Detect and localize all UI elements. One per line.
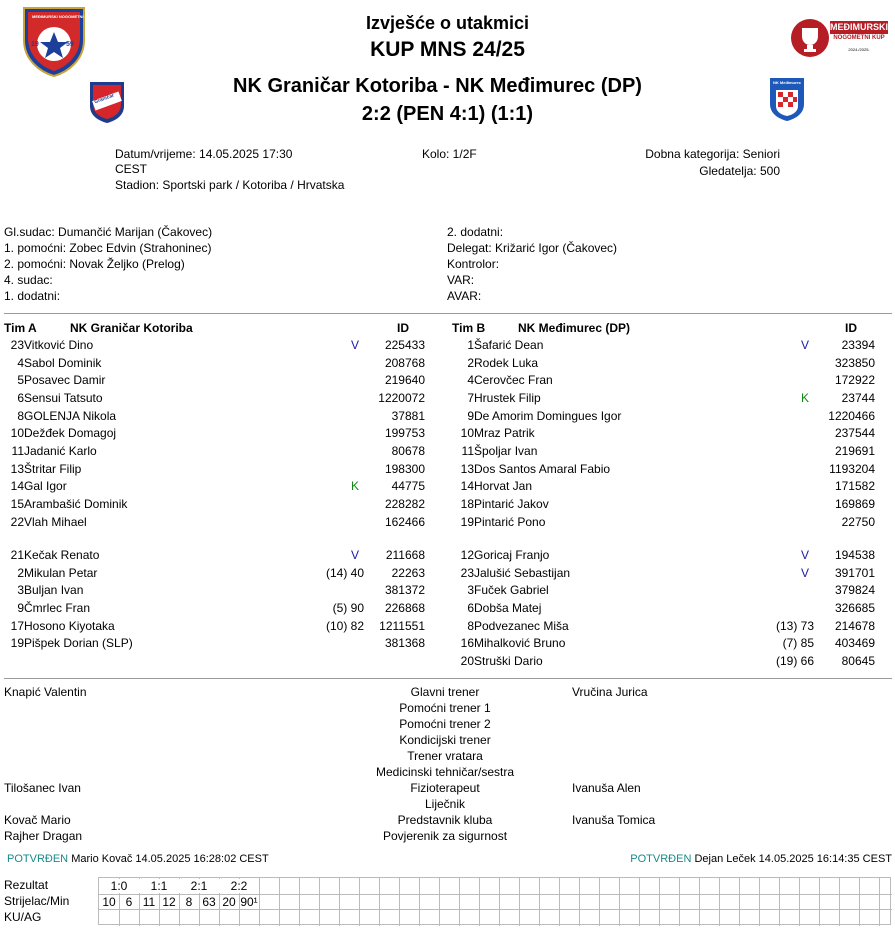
player-id: 381372 [384,583,425,598]
player-id: 23394 [841,338,875,352]
age-category: Dobna kategorija: Seniori [645,147,780,161]
player-sub-minute: (10) 82 [325,618,364,633]
grid-line [399,878,400,926]
score-value: 2:1 [179,879,219,893]
match-result: 2:2 (PEN 4:1) (1:1) [361,103,534,125]
player-name: Dobša Matej [474,600,542,615]
player-name: Kečak Renato [24,548,100,562]
player-row [0,515,440,532]
player-id: 403469 [834,636,875,651]
player-row [450,583,890,600]
confirm-right-label: POTVRĐEN [630,853,692,865]
player-name: Hosono Kiyotaka [24,618,115,633]
grid-line [619,878,620,926]
grid-line [859,878,860,926]
player-row [450,462,890,479]
grid-line [539,878,540,926]
player-row [450,409,890,426]
match-stadium: Stadion: Sportski park / Kotoriba / Hrvatska [115,178,345,192]
player-name: Štritar Filip [24,461,82,476]
player-flag: V [800,565,809,580]
match-timezone: CEST [115,162,148,176]
player-name: Jalušić Sebastijan [474,565,571,580]
grid-line [579,878,580,926]
grid-line [819,878,820,926]
score-row-label-kuag: KU/AG [4,910,42,924]
official-assistant-1: 1. pomoćni: Zobec Edvin (Strahoninec) [4,241,212,255]
player-id: 326685 [834,600,875,615]
staff-role: Fizioterapeut [410,781,480,795]
player-number: 14 [10,479,24,494]
player-flag: V [800,338,809,352]
grid-line [419,878,420,926]
staff-role: Kondicijski trener [399,733,491,747]
score-row-label-scorer: Strijelac/Min [4,894,70,908]
player-row [0,497,440,514]
player-id: 381368 [384,636,425,651]
player-number: 23 [460,565,474,580]
player-id: 1220466 [828,408,875,423]
player-row [450,548,890,565]
player-number: 3 [17,583,24,598]
player-name: Šafarić Dean [474,338,544,352]
away-team-badge-text: NK Međimurec [773,80,802,85]
staff-team-b-member: Vručina Jurica [572,685,648,699]
grid-hline [99,909,892,910]
player-id: 228282 [384,496,425,511]
player-row [450,338,890,355]
player-name: Pintarić Jakov [474,496,549,511]
scorer-number: 11 [142,895,156,909]
player-name: Fuček Gabriel [474,583,549,598]
player-row [450,373,890,390]
player-name: Sensui Tatsuto [24,390,103,405]
player-name: Dos Santos Amaral Fabio [474,461,611,476]
cup-logo-line2: NOGOMETNI KUP [833,35,885,41]
official-additional-2: 2. dodatni: [447,225,504,239]
scorer-minute: 90¹ [240,895,258,909]
player-number: 11 [461,443,474,458]
player-id: 198300 [384,461,425,476]
team-a-label: Tim A [4,321,37,335]
player-id: 37881 [391,408,425,423]
player-flag: V [800,548,809,562]
player-id: 219691 [834,443,875,458]
player-row [0,548,440,565]
player-number: 20 [460,653,474,668]
player-row [450,515,890,532]
player-row [0,444,440,461]
official-delegate: Delegat: Križarić Igor (Čakovec) [447,241,618,255]
player-name: Rodek Luka [474,355,539,370]
confirm-left-text: Mario Kovač 14.05.2025 16:28:02 CEST [71,853,269,865]
player-name: Horvat Jan [474,479,533,494]
player-number: 7 [467,390,474,405]
match-datetime: Datum/vrijeme: 14.05.2025 17:30 [115,147,293,161]
player-sub-minute: (14) 40 [325,565,364,580]
player-row [450,619,890,636]
score-grid [98,877,891,925]
match-round: Kolo: 1/2F [422,147,477,161]
player-sub-minute: (5) 90 [332,600,364,615]
player-row [0,373,440,390]
player-number: 4 [17,355,24,370]
player-name: Cerovčec Fran [474,373,553,388]
scorer-number: 20 [222,895,236,909]
player-number: 11 [11,443,24,458]
player-id: 208768 [384,355,425,370]
player-row [450,601,890,618]
player-number: 18 [460,496,474,511]
official-controller: Kontrolor: [447,257,500,271]
player-number: 14 [460,479,474,494]
player-number: 6 [467,600,474,615]
player-id: 44775 [391,479,425,494]
player-row [0,601,440,618]
team-a-id-header: ID [397,321,409,335]
staff-role: Predstavnik kluba [397,813,493,827]
player-name: Hrustek Filip [474,390,541,405]
player-id: 172922 [834,373,875,388]
team-a-name: NK Graničar Kotoriba [70,321,193,335]
player-row [0,391,440,408]
grid-line [439,878,440,926]
divider [4,678,892,679]
player-id: 219640 [384,373,425,388]
player-number: 2 [467,355,474,370]
staff-role: Povjerenik za sigurnost [382,829,508,843]
score-value: 2:2 [219,879,259,893]
player-number: 16 [460,636,474,651]
player-number: 6 [17,390,24,405]
player-name: GOLENJA Nikola [24,408,117,423]
grid-line [779,878,780,926]
player-id: 1211551 [379,618,425,633]
staff-role: Glavni trener [410,685,480,699]
player-number: 15 [10,496,24,511]
player-id: 199753 [384,426,425,441]
grid-line [319,878,320,926]
player-number: 8 [467,618,474,633]
official-fourth: 4. sudac: [4,273,53,287]
player-row [0,462,440,479]
player-id: 379824 [834,583,875,598]
mns-logo-year-a: 19 [31,41,39,48]
grid-line [359,878,360,926]
grid-line [299,878,300,926]
grid-line [559,878,560,926]
player-id: 162466 [384,514,425,529]
divider [4,313,892,314]
player-number: 5 [17,373,24,388]
player-id: 22750 [841,514,875,529]
player-row [450,479,890,496]
staff-team-a-member: Tilošanec Ivan [4,781,81,795]
staff-role: Pomoćni trener 1 [399,701,491,715]
official-var: VAR: [447,273,475,287]
player-name: Dežđek Domagoj [24,426,117,441]
player-id: 169869 [834,496,875,511]
player-number: 17 [10,618,24,633]
player-id: 323850 [834,355,875,370]
player-id: 225433 [384,338,425,352]
player-flag: K [350,479,359,494]
player-id: 211668 [385,548,425,562]
scorer-number: 10 [102,895,116,909]
home-team-badge-text: Graničar [93,92,115,106]
staff-team-a-member: Kovač Mario [4,813,71,827]
player-number: 4 [467,373,474,388]
player-number: 23 [10,338,24,352]
grid-line [659,878,660,926]
player-name: Vitković Dino [24,338,94,352]
player-sub-minute: (19) 66 [775,653,814,668]
player-number: 12 [460,548,474,562]
mns-logo-year-b: 59 [66,41,74,48]
player-id: 22263 [391,565,425,580]
scorer-number: 8 [185,895,193,909]
grid-line [719,878,720,926]
player-number: 10 [460,426,474,441]
player-name: Podvezanec Miša [474,618,569,633]
player-flag: V [350,338,359,352]
cup-logo-line1: MEĐIMURSKI [830,22,888,32]
player-row [0,583,440,600]
grid-line [679,878,680,926]
team-b-id-header: ID [845,321,857,335]
score-value: 1:1 [139,879,179,893]
player-id: 237544 [834,426,875,441]
scorer-minute: 12 [162,895,176,909]
official-assistant-2: 2. pomoćni: Novak Željko (Prelog) [4,257,185,271]
player-row [0,479,440,496]
score-value: 1:0 [99,879,139,893]
scorer-minute: 6 [125,895,133,909]
player-name: Goricaj Franjo [474,548,550,562]
scorer-minute: 63 [202,895,216,909]
staff-team-b-member: Ivanuša Tomica [572,813,656,827]
match-title: NK Graničar Kotoriba - NK Međimurec (DP) [233,75,642,97]
player-id: 194538 [834,548,875,562]
player-name: Mraz Patrik [474,426,535,441]
confirm-right-text: Dejan Leček 14.05.2025 16:14:35 CEST [694,853,892,865]
grid-line [879,878,880,926]
official-additional-1: 1. dodatni: [4,289,61,303]
player-number: 9 [467,408,474,423]
player-row [0,566,440,583]
confirm-left [7,853,269,865]
player-id: 80645 [841,653,875,668]
player-id: 214678 [834,618,875,633]
player-name: De Amorim Domingues Igor [474,408,622,423]
official-referee: Gl.sudac: Dumančić Marijan (Čakovec) [4,225,213,239]
player-name: Vlah Mihael [24,514,87,529]
player-name: Gal Igor [24,479,67,494]
player-name: Čmrlec Fran [24,600,91,615]
player-row [450,356,890,373]
grid-line [699,878,700,926]
staff-team-b-member: Ivanuša Alen [572,781,641,795]
grid-line [459,878,460,926]
player-id: 391701 [834,565,875,580]
player-number: 8 [17,408,24,423]
player-row [0,338,440,355]
player-row [450,654,890,671]
grid-line [599,878,600,926]
player-sub-minute: (7) 85 [782,636,814,651]
team-b-name: NK Međimurec (DP) [518,321,631,335]
staff-team-a-member: Rajher Dragan [4,829,83,843]
official-avar: AVAR: [447,289,482,303]
confirm-right [630,853,892,865]
player-name: Struški Dario [474,653,543,668]
player-id: 171582 [834,479,875,494]
player-row [450,444,890,461]
player-name: Mihalković Bruno [474,636,566,651]
grid-line [519,878,520,926]
player-number: 2 [17,565,24,580]
player-name: Špoljar Ivan [474,443,538,458]
player-id: 1220072 [378,390,425,405]
player-name: Jadanić Karlo [24,443,97,458]
player-name: Pintarić Pono [474,514,546,529]
officials-right [447,225,617,305]
player-row [450,566,890,583]
grid-line [259,878,260,926]
player-sub-minute: (13) 73 [775,618,814,633]
player-number: 13 [10,461,24,476]
player-id: 1193204 [829,461,875,476]
player-number: 3 [467,583,474,598]
grid-line [339,878,340,926]
player-number: 21 [10,548,24,562]
player-name: Posavec Damir [24,373,106,388]
player-flag: V [350,548,359,562]
player-row [0,409,440,426]
grid-line [839,878,840,926]
confirm-left-label: POTVRĐEN [7,853,69,865]
player-number: 1 [467,338,474,352]
player-id: 23744 [841,390,875,405]
player-row [450,636,890,653]
score-row-label-result: Rezultat [4,878,49,892]
player-number: 22 [10,514,24,529]
player-row [450,497,890,514]
player-flag: K [800,390,809,405]
player-row [0,426,440,443]
staff-role: Pomoćni trener 2 [399,717,491,731]
staff-role: Medicinski tehničar/sestra [375,765,515,779]
player-name: Arambašić Dominik [24,496,128,511]
player-name: Pišpek Dorian (SLP) [24,636,133,651]
player-row [450,426,890,443]
player-row [0,636,440,653]
player-row [0,619,440,636]
player-number: 10 [10,426,24,441]
cup-logo-line3: 2024./2025. [848,47,870,52]
attendance: Gledatelja: 500 [699,164,780,178]
player-row [0,356,440,373]
grid-line [479,878,480,926]
staff-team-a-member: Knapić Valentin [4,685,87,699]
staff-role: Trener vratara [407,749,483,763]
competition-title: KUP MNS 24/25 [370,38,525,61]
grid-line [739,878,740,926]
player-id: 80678 [391,443,425,458]
player-number: 9 [17,600,24,615]
grid-line [379,878,380,926]
report-title: Izvješće o utakmici [365,13,530,33]
grid-line [759,878,760,926]
player-number: 19 [10,636,24,651]
grid-line [499,878,500,926]
player-name: Buljan Ivan [24,583,84,598]
grid-line [279,878,280,926]
player-name: Sabol Dominik [24,355,102,370]
player-number: 13 [460,461,474,476]
grid-line [639,878,640,926]
officials-left [4,225,212,305]
mns-logo-text: MEĐIMURSKI NOGOMETNI SAVEZ [32,14,98,19]
player-number: 19 [460,514,474,529]
player-name: Mikulan Petar [24,565,98,580]
staff-role: Liječnik [424,797,466,811]
player-id: 226868 [384,600,425,615]
player-row [450,391,890,408]
team-b-label: Tim B [452,321,486,335]
grid-line [799,878,800,926]
